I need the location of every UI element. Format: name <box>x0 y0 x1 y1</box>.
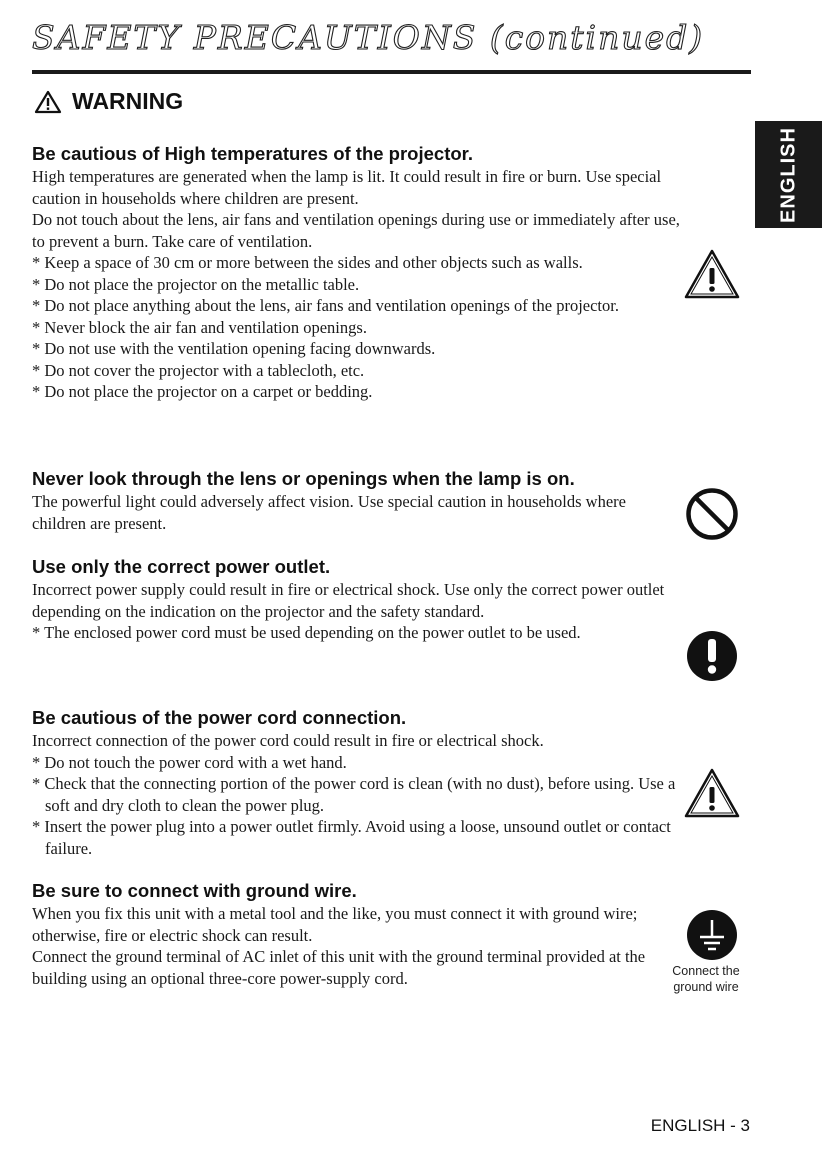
section-power-cord <box>32 706 682 859</box>
paragraph: Incorrect power supply could result in fire or electrical shock. Use only the correct power outlet depending on the indication on the projector and the safety standard. <box>32 580 665 621</box>
mandatory-action-icon <box>686 630 738 682</box>
list-item: * Do not place the projector on the metallic table. <box>32 274 682 296</box>
list-item: * Never block the air fan and ventilation openings. <box>32 317 682 339</box>
list-item: * Do not place anything about the lens, air fans and ventilation openings of the projector. <box>32 295 682 317</box>
list-item: * Do not use with the ventilation opening facing downwards. <box>32 338 682 360</box>
section-heading: Never look through the lens or openings when the lamp is on. <box>32 468 575 489</box>
list-item: * Do not place the projector on a carpet or bedding. <box>32 381 682 403</box>
paragraph: Do not touch about the lens, air fans and ventilation openings during use or immediately after use, to prevent a burn. Take care of ventilation. <box>32 210 680 251</box>
paragraph: The powerful light could adversely affect vision. Use special caution in households where children are present. <box>32 492 626 533</box>
warning-heading <box>34 88 183 115</box>
ground-icon-caption: Connect the ground wire <box>672 964 740 994</box>
section-ground-wire <box>32 879 682 989</box>
section-heading: Be cautious of the power cord connection. <box>32 707 407 728</box>
paragraph: Incorrect connection of the power cord could result in fire or electrical shock. <box>32 731 544 750</box>
list-item: * The enclosed power cord must be used depending on the power outlet to be used. <box>32 622 682 644</box>
list-item: * Keep a space of 30 cm or more between the sides and other objects such as walls. <box>32 252 682 274</box>
section-high-temperatures <box>32 142 682 403</box>
ground-icon <box>686 909 738 961</box>
section-heading: Be sure to connect with ground wire. <box>32 880 357 901</box>
list-item: * Do not cover the projector with a tablecloth, etc. <box>32 360 682 382</box>
bullet-list <box>32 752 682 860</box>
list-item: * Check that the connecting portion of the power cord is clean (with no dust), before using. Use a soft and dry cloth to clean the power plug. <box>32 773 682 816</box>
bullet-list <box>32 252 682 403</box>
title-divider <box>32 70 751 74</box>
page-footer: ENGLISH - 3 <box>650 1116 750 1135</box>
section-heading: Be cautious of High temperatures of the projector. <box>32 143 473 164</box>
caution-triangle-icon <box>683 767 741 819</box>
section-power-outlet <box>32 555 682 644</box>
warning-label: WARNING <box>72 88 184 114</box>
bullet-list <box>32 622 682 644</box>
section-heading: Use only the correct power outlet. <box>32 556 331 577</box>
list-item: * Insert the power plug into a power outlet firmly. Avoid using a loose, unsound outlet or contact failure. <box>32 816 682 859</box>
language-tab-label: ENGLISH <box>777 126 799 223</box>
prohibited-icon <box>685 487 739 541</box>
section-lens-openings <box>32 467 682 534</box>
page-title: SAFETY PRECAUTIONS (continued) <box>32 18 705 57</box>
paragraph: Connect the ground terminal of AC inlet of this unit with the ground terminal provided at the building using an optional three-core power-supply cord. <box>32 947 646 988</box>
paragraph: High temperatures are generated when the lamp is lit. It could result in fire or burn. Use special caution in households where children are present. <box>32 167 662 208</box>
language-tab <box>755 121 822 228</box>
list-item: * Do not touch the power cord with a wet hand. <box>32 752 682 774</box>
caution-triangle-icon <box>683 248 741 300</box>
warning-triangle-icon <box>34 90 62 114</box>
paragraph: When you fix this unit with a metal tool and the like, you must connect it with ground wire; otherwise, fire or electric shock can result. <box>32 904 638 945</box>
